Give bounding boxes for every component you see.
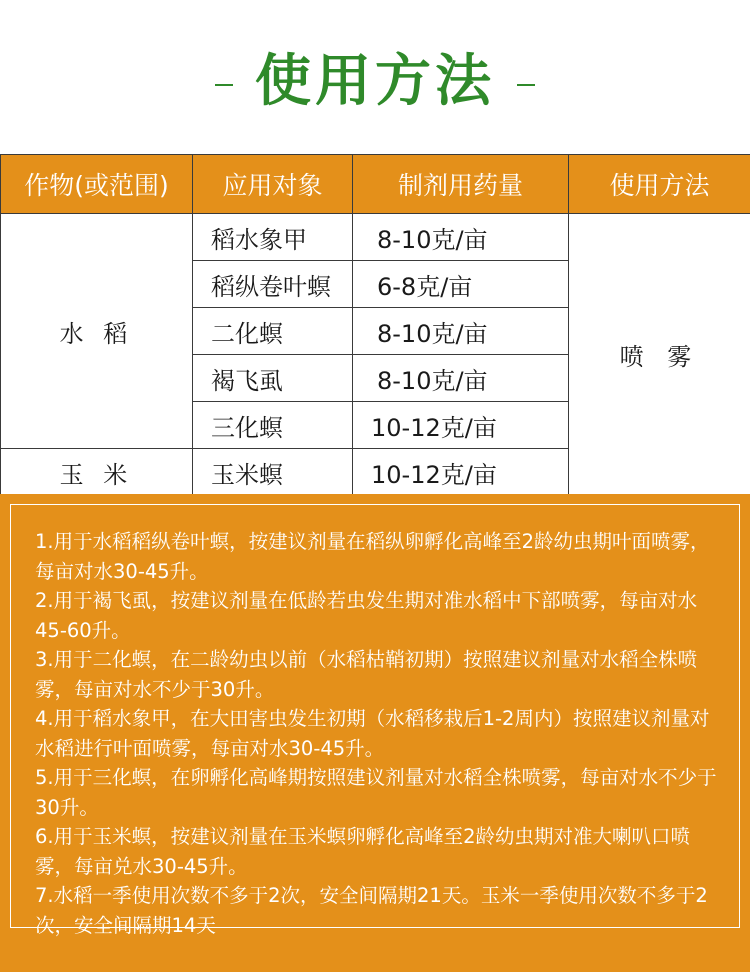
target-cell: 二化螟 [193,308,353,355]
target-cell: 三化螟 [193,402,353,449]
title-right-dash [517,84,535,86]
dose-cell: 10-12克/亩 [353,449,569,496]
note-item: 7.水稻一季使用次数不多于2次，安全间隔期21天。玉米一季使用次数不多于2次，安全间隔期14天 [35,884,708,937]
notes-frame [10,504,740,937]
table-header-row [1,155,750,214]
target-cell: 玉米螟 [193,449,353,496]
note-item: 1.用于水稻稻纵卷叶螟，按建议剂量在稻纵卵孵化高峰至2龄幼虫期叶面喷雾，每亩对水30-45升。 [35,530,710,583]
title-left-dash [215,84,233,86]
note-item: 6.用于玉米螟，按建议剂量在玉米螟卵孵化高峰至2龄幼虫期对准大喇叭口喷雾，每亩兑水30-45升。 [35,825,691,878]
page-title: 使用方法 [255,48,495,114]
method-spray: 喷 雾 [569,214,750,496]
dose-cell: 8-10克/亩 [353,355,569,402]
crop-corn: 玉 米 [1,449,193,496]
dose-cell: 8-10克/亩 [353,214,569,261]
crop-rice: 水 稻 [1,214,193,449]
note-item: 4.用于稻水象甲，在大田害虫发生初期（水稻移栽后1-2周内）按照建议剂量对水稻进行叶面喷雾，每亩对水30-45升。 [35,707,710,760]
dose-cell: 10-12克/亩 [353,402,569,449]
note-item: 5.用于三化螟，在卵孵化高峰期按照建议剂量对水稻全株喷雾，每亩对水不少于30升。 [35,766,717,819]
target-cell: 稻水象甲 [193,214,353,261]
header-dose: 制剂用药量 [353,155,569,214]
dose-cell: 8-10克/亩 [353,308,569,355]
header-method: 使用方法 [569,155,750,214]
target-cell: 褐飞虱 [193,355,353,402]
usage-table [0,154,750,496]
note-item: 2.用于褐飞虱，按建议剂量在低龄若虫发生期对准水稻中下部喷雾，每亩对水45-60升。 [35,589,698,642]
table-row [1,214,750,261]
title-banner [0,0,750,154]
note-item: 3.用于二化螟，在二龄幼虫以前（水稻枯鞘初期）按照建议剂量对水稻全株喷雾，每亩对水不少于30升。 [35,648,698,701]
target-cell: 稻纵卷叶螟 [193,261,353,308]
header-target: 应用对象 [193,155,353,214]
notes-panel [0,494,750,972]
header-crop: 作物(或范围) [1,155,193,214]
dose-cell: 6-8克/亩 [353,261,569,308]
